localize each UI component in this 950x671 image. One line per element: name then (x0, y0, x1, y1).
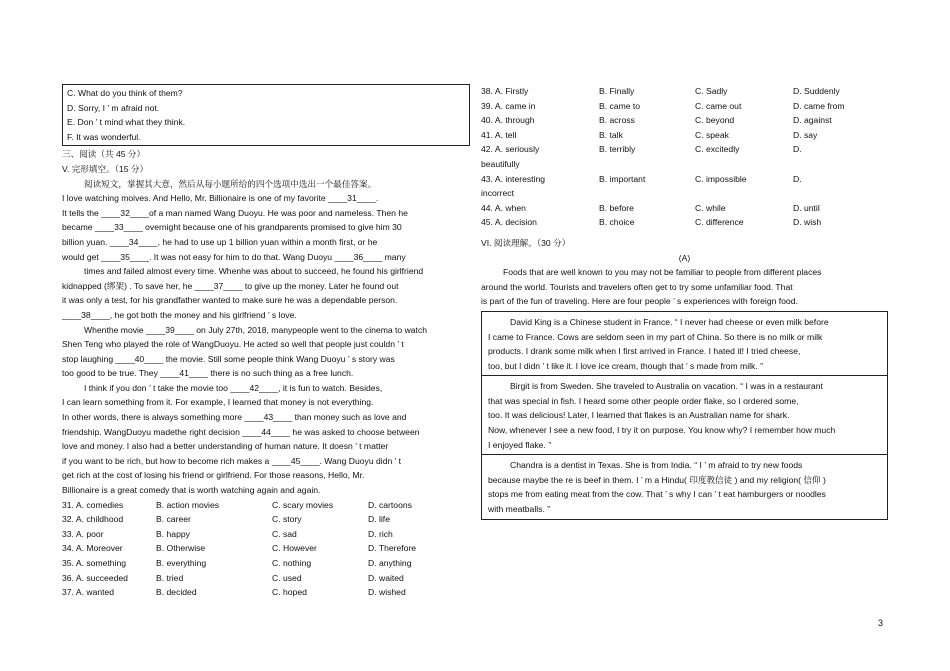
experience-line: David King is a Chinese student in France. “ I never had cheese or even milk before (510, 316, 829, 327)
intro-line: around the world. Tourists and travelers often get to try some unfamiliar food. That (481, 281, 793, 292)
option-choice: C. However (272, 543, 317, 554)
cloze-passage (62, 191, 470, 497)
option-choice: C. impossible (695, 173, 747, 184)
experience-line: I came to France. Cows are seldom seen in my part of China. So there is no milk or milk (488, 331, 823, 342)
option-row (481, 215, 888, 230)
experience-line: Birgit is from Sweden. She traveled to Australia on vacation. “ I was in a restaurant (510, 381, 823, 392)
passage-line: stop laughing ____40____ the movie. Still some people think Wang Duoyu ’ s story was (62, 353, 395, 364)
option-choice: B. choice (599, 217, 635, 228)
option-choice: B. decided (156, 587, 197, 598)
option-choice: B. terribly (599, 144, 636, 155)
option-choice: B. talk (599, 129, 623, 140)
option-choice: 36. A. succeeded (62, 572, 128, 583)
option-choice: 39. A. came in (481, 100, 536, 111)
option-choice: C. came out (695, 100, 742, 111)
passage-line: love and money. I also had a better understanding of human nature. It doesn ’ t matter (62, 441, 389, 452)
option-row (62, 527, 470, 542)
option-choice: D. wish (793, 217, 822, 228)
option-row (481, 128, 888, 143)
option-choice: C. excitedly (695, 144, 740, 155)
option-choice: 37. A. wanted (62, 587, 115, 598)
box-line: D. Sorry, I ’ m afraid not. (67, 102, 160, 113)
box-line: E. Don ’ t mind what they think. (67, 117, 186, 128)
option-choice: B. came to (599, 100, 641, 111)
passage-line: ____38____, he got both the money and his girlfriend ’ s love. (62, 309, 297, 320)
option-row (62, 498, 470, 513)
option-choice: C. scary movies (272, 499, 334, 510)
passage-line: would get ____35____. It was not easy for him to do that. Wang Duoyu ____36____ many (62, 251, 406, 262)
passage-line: if you want to be rich, but how to become rich makes a ____45____. Wang Duoyu didn ’ t (62, 455, 402, 466)
experience-line: too, but I didn ’ t like it. I love ice cream, though that ’ s made from milk. ” (488, 360, 763, 371)
option-choice: 31. A. comedies (62, 499, 124, 510)
box-line: F. It was wonderful. (67, 131, 141, 142)
option-row (481, 99, 888, 114)
option-choice: D. Therefore (368, 543, 417, 554)
option-choice: C. story (272, 514, 302, 525)
option-choice: 45. A. decision (481, 217, 537, 228)
option-row (62, 571, 470, 586)
passage-line: Billionaire is a great comedy that is worth watching again and again. (62, 485, 321, 496)
option-row (62, 512, 470, 527)
option-choice: C. speak (695, 129, 729, 140)
option-choice: B. Otherwise (156, 543, 206, 554)
intro-line: is part of the fun of traveling. Here are four people ’ s experiences with foreign food. (481, 296, 798, 307)
option-choice: B. action movies (156, 499, 220, 510)
passage-line: get rich at the cost of losing his friend or girlfriend. For those reasons, Hello, Mr. (62, 470, 365, 481)
experience-line: because maybe the re is beef in them. I ’ m a Hindu( 印度教信徒 ) and my religion( 信仰 ) (488, 474, 826, 485)
passage-line: times and failed almost every time. Whenhe was about to succeed, he found his girlfriend (84, 266, 424, 277)
intro-line: Foods that are well known to you may not be familiar to people from different places (503, 267, 822, 278)
option-choice: D. say (793, 129, 818, 140)
option-choice: D. (793, 173, 802, 184)
option-choice: 33. A. poor (62, 528, 104, 539)
option-choice: B. career (156, 514, 191, 525)
part5-heading: V. 完形填空。（15 分） (62, 163, 149, 174)
passage-line: In other words, there is always something more ____43____ than money such as love and (62, 412, 407, 423)
option-choice: D. until (793, 202, 820, 213)
left-column (62, 84, 470, 600)
experience-cell (482, 455, 887, 518)
option-row (481, 172, 888, 187)
option-row (62, 541, 470, 556)
reading-intro (481, 265, 888, 309)
option-choice: C. hoped (272, 587, 307, 598)
option-choice: C. difference (695, 217, 744, 228)
option-choice: B. before (599, 202, 634, 213)
option-choice: 41. A. tell (481, 129, 517, 140)
option-wrap: beautifully (481, 158, 520, 169)
experience-line: that was special in fish. I heard some other people order flake, so I ordered some, (488, 395, 799, 406)
option-choice: D. (793, 144, 802, 155)
box-line: C. What do you think of them? (67, 88, 183, 98)
passage-label: (A) (678, 252, 691, 263)
option-choice: 40. A. through (481, 115, 535, 126)
option-choice: B. important (599, 173, 646, 184)
cloze-options (62, 498, 470, 600)
option-choice: D. Suddenly (793, 86, 840, 96)
option-choice: B. Finally (599, 86, 635, 96)
passage-line: I love watching moives. And Hello, Mr. Billionaire is one of my favorite ____31____. (62, 193, 379, 204)
option-choice: B. happy (156, 528, 190, 539)
option-choice: C. used (272, 572, 302, 583)
option-choice: 42. A. seriously (481, 144, 540, 155)
experience-line: I enjoyed flake. ” (488, 439, 552, 450)
option-choice: D. cartoons (368, 499, 412, 510)
experience-cell (482, 312, 887, 376)
passage-line: Whenthe movie ____39____ on July 27th, 2018, manypeople went to the cinema to watch (84, 324, 428, 335)
option-choice: C. nothing (272, 558, 312, 568)
right-column (481, 84, 888, 520)
option-choice: 35. A. something (62, 558, 127, 568)
option-choice: C. sad (272, 528, 297, 539)
passage-line: I can learn something from it. For example, I learned that money is not everything. (62, 397, 374, 408)
option-row (481, 84, 888, 99)
option-choice: D. rich (368, 528, 393, 539)
cloze-options-continued (481, 84, 888, 230)
passage-line: billion yuan. ____34____, he had to use up 1 billion yuan within a month first, or he (62, 236, 378, 247)
passage-line: it was only a test, for his grandfather wanted to make sure he was a dependable person. (62, 295, 398, 306)
option-wrap: incorrect (481, 188, 514, 199)
experience-cell (482, 376, 887, 455)
option-row (481, 142, 888, 157)
option-choice: C. Sadly (695, 86, 728, 96)
section-heading: 三、阅读（共 45 分） (62, 149, 146, 160)
part6-heading: VI. 阅读理解。（30 分） (481, 237, 571, 248)
option-choice: 32. A. childhood (62, 514, 124, 525)
option-row (481, 201, 888, 216)
option-choice: B. across (599, 115, 635, 126)
experience-line: Now, whenever I see a new food, I try it on purpose. You know why? I remember how much (488, 425, 836, 436)
option-choice: C. while (695, 202, 726, 213)
passage-line: friendship. WangDuoyu madethe right decision ____44____ he was asked to choose between (62, 426, 420, 437)
option-choice: 34. A. Moreover (62, 543, 123, 554)
option-choice: 38. A. Firstly (481, 86, 529, 96)
experience-line: Chandra is a dentist in Texas. She is from India. “ I ’ m afraid to try new foods (510, 460, 803, 471)
passage-line: It tells the ____32____of a man named Wang Duoyu. He was poor and nameless. Then he (62, 207, 408, 218)
passage-line: kidnapped (绑架) . To save her, he ____37____ to give up the money. Later he found out (62, 280, 399, 291)
options-box (62, 84, 470, 146)
passage-line: became ____33____ overnight because one of his grandparents promised to give him 30 (62, 222, 402, 233)
page-number: 3 (878, 618, 884, 628)
option-choice: B. everything (156, 558, 207, 568)
option-row (62, 585, 470, 600)
experience-line: stops me from eating meat from the cow. That ’ s why I can ’ t eat hamburgers or noodles (488, 489, 826, 500)
option-choice: D. waited (368, 572, 404, 583)
option-choice: D. anything (368, 558, 412, 568)
option-row (481, 113, 888, 128)
passage-line: too good to be true. They ____41____ there is no such thing as a free lunch. (62, 368, 354, 379)
option-choice: 43. A. interesting (481, 173, 546, 184)
option-choice: C. beyond (695, 115, 735, 126)
option-choice: B. tried (156, 572, 184, 583)
option-choice: D. against (793, 115, 832, 126)
experience-line: products. I drank some milk when I first arrived in France. I hated it! I tried cheese, (488, 346, 801, 357)
passage-line: I think if you don ’ t take the movie too ____42____, it is fun to watch. Besides, (84, 382, 383, 393)
part5-instruction: 阅读短文，掌握其大意，然后从每小题所给的四个选项中选出一个最佳答案。 (84, 178, 377, 189)
option-choice: D. wished (368, 587, 406, 598)
option-choice: D. life (368, 514, 390, 525)
passage-line: Shen Teng who played the role of WangDuoyu. He acted so well that people just couldn ’ t (62, 339, 404, 350)
experience-line: too. It was delicious! Later, I learned that flakes is an Australian name for shark. (488, 410, 790, 421)
experience-line: with meatballs. ” (488, 504, 551, 515)
option-choice: 44. A. when (481, 202, 526, 213)
option-row (62, 556, 470, 571)
experiences-table (481, 311, 888, 520)
option-choice: D. came from (793, 100, 845, 111)
